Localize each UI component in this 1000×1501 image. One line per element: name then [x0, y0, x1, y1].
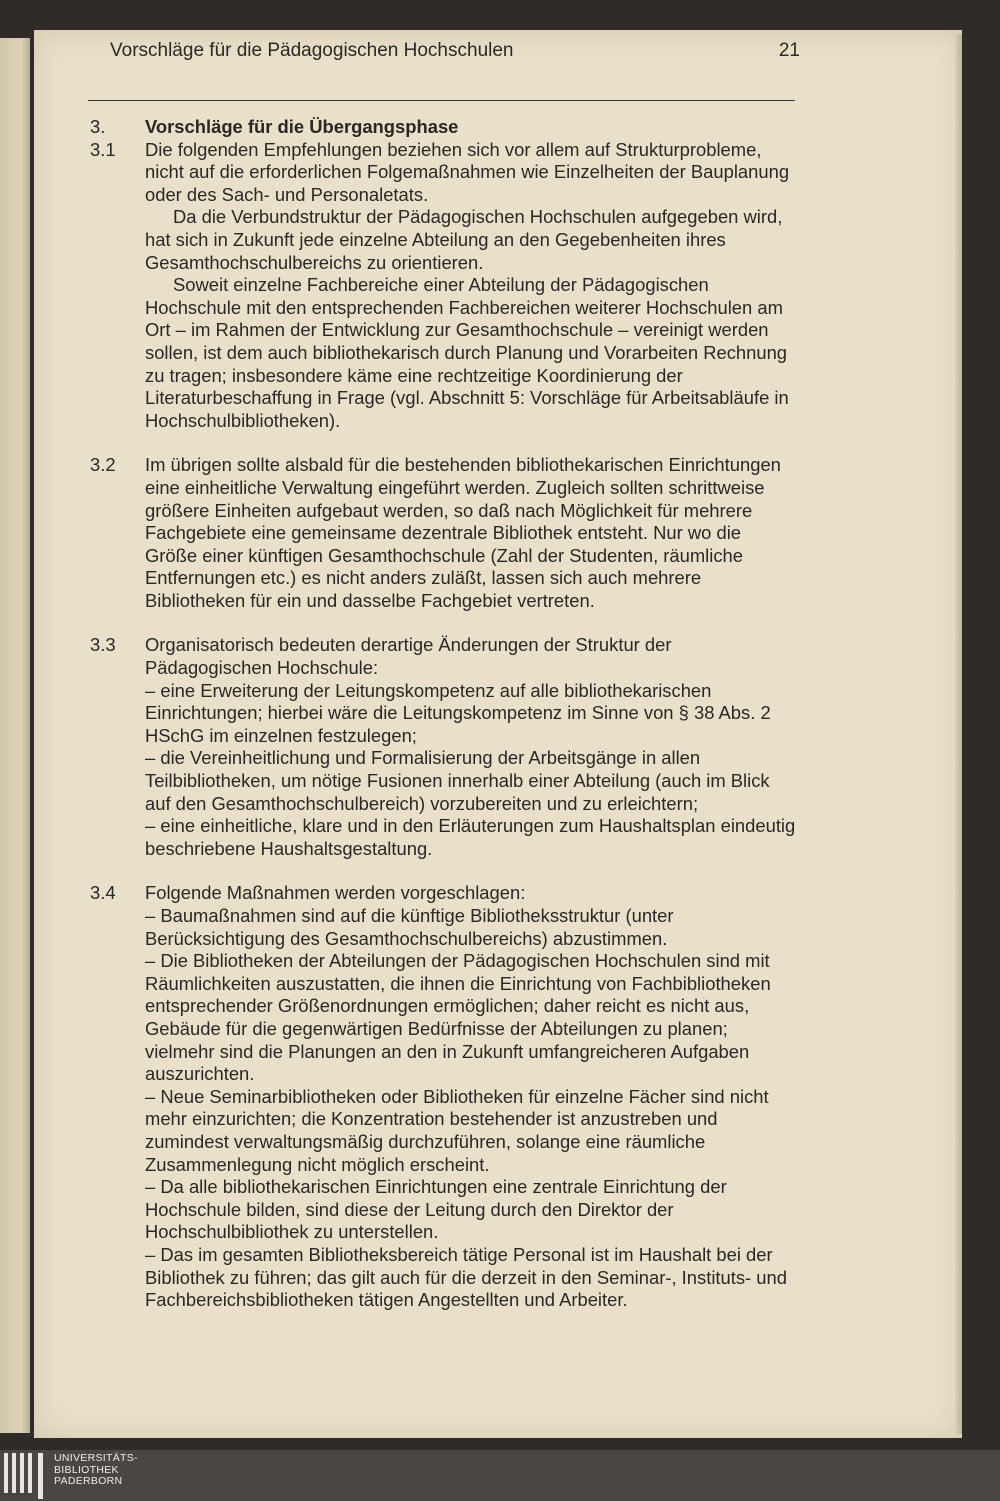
section-3-4	[88, 882, 798, 1311]
section-3-1	[88, 139, 798, 433]
page-number: 21	[778, 40, 800, 61]
page-edge	[955, 34, 962, 1434]
section-number: 3.3	[90, 634, 116, 656]
header-rule	[88, 100, 795, 101]
section-number: 3.4	[90, 882, 116, 904]
section-number: 3.1	[90, 138, 116, 160]
section-number: 3.	[90, 116, 106, 137]
list-item: – eine einheitliche, klare und in den Erläuterungen zum Haushaltsplan eindeutig beschriebene Haushaltsgestaltung.	[145, 815, 796, 859]
previous-page-edge	[0, 38, 30, 1433]
section-3-2	[88, 454, 798, 612]
list-item: – Baumaßnahmen sind auf die künftige Bibliotheksstruktur (unter Berücksichtigung des Gesamthochschulbereichs) abzustimmen.	[145, 905, 674, 949]
section-title: Vorschläge für die Übergangsphase	[145, 116, 459, 137]
logo-line: BIBLIOTHEK	[54, 1463, 119, 1476]
library-logo-text	[54, 1453, 138, 1488]
list-item: – eine Erweiterung der Leitungskompetenz auf alle bibliothekarischen Einrichtungen; hierbei wäre die Leitungskompetenz im Sinne von § 38 Abs. 2 HSchG im einzelnen festzulegen;	[145, 679, 771, 746]
running-title: Vorschläge für die Pädagogischen Hochschulen	[110, 40, 514, 61]
section-number: 3.2	[90, 454, 116, 476]
library-logo-icon	[4, 1453, 44, 1497]
library-footer	[0, 1450, 1000, 1501]
list-item: – Da alle bibliothekarischen Einrichtungen eine zentrale Einrichtung der Hochschule bilden, sind diese der Leitung durch den Direktor der Hochschulbibliothek zu unterstellen.	[145, 1176, 727, 1243]
section-3	[88, 116, 798, 139]
list-item: – Das im gesamten Bibliotheksbereich tätige Personal ist im Haushalt bei der Bibliothek zu führen; das gilt auch für die derzeit in den Seminar-, Instituts- und Fachbereichsbibliotheken tätigen Angestellten und Arbeiter.	[145, 1243, 787, 1311]
logo-line: UNIVERSITÄTS-	[54, 1452, 138, 1464]
paragraph: Soweit einzelne Fachbereiche einer Abteilung der Pädagogischen Hochschule mit den entsprechenden Fachbereichen weiterer Hochschulen am Ort – im Rahmen der Entwicklung zur Gesamthochschule – vereinigt werden sollen, ist dem auch bibliothekarisch durch Planung und Vorarbeiten Rechnung zu tragen; insbesondere käme eine rechtzeitige Koordinierung der Literaturbeschaffung in Frage (vgl. Abschnitt 5: Vorschläge für Arbeitsabläufe in Hochschulbibliotheken).	[145, 274, 789, 431]
list-item: – Die Bibliotheken der Abteilungen der Pädagogischen Hochschulen sind mit Räumlichkeiten auszustatten, die ihnen die Einrichtung von Fachbibliotheken entsprechender Größenordnungen ermöglichen; daher reicht es nicht aus, Gebäude für die gegenwärtigen Bedürfnisse der Abteilungen zu planen; vielmehr sind die Planungen an den in Zukunft umfangreicheren Aufgaben auszurichten.	[145, 950, 771, 1085]
paragraph: Organisatorisch bedeuten derartige Änderungen der Struktur der Pädagogischen Hochschule:	[145, 634, 672, 679]
running-header	[110, 40, 800, 70]
paragraph: Da die Verbundstruktur der Pädagogischen Hochschulen aufgegeben wird, hat sich in Zukunft jede einzelne Abteilung an den Gegebenheiten ihres Gesamthochschulbereichs zu orientieren.	[145, 206, 783, 273]
logo-line: PADERBORN	[54, 1475, 123, 1487]
body-text	[88, 116, 798, 1312]
paragraph: Im übrigen sollte alsbald für die bestehenden bibliothekarischen Einrichtungen eine einheitliche Verwaltung eingeführt werden. Zugleich sollten schrittweise größere Einheiten aufgebaut werden, so daß nach Möglichkeit für mehrere Fachgebiete eine gemeinsame dezentrale Bibliothek entsteht. Nur wo die Größe einer künftigen Gesamthochschule (Zahl der Studenten, räumliche Entfernungen etc.) es nicht anders zuläßt, lassen sich auch mehrere Bibliotheken für ein und dasselbe Fachgebiet vertreten.	[145, 454, 781, 611]
list-item: – die Vereinheitlichung und Formalisierung der Arbeitsgänge in allen Teilbibliotheken, um nötige Fusionen innerhalb einer Abteilung (auch im Blick auf den Gesamthochschulbereich) vorzubereiten und zu erleichtern;	[145, 747, 770, 814]
list-item: – Neue Seminarbibliotheken oder Bibliotheken für einzelne Fächer sind nicht mehr einzurichten; die Konzentration bestehender ist anzustreben und zumindest verwaltungsmäßig durchzuführen, solange eine räumliche Zusammenlegung nicht möglich erscheint.	[145, 1085, 769, 1175]
paragraph: Die folgenden Empfehlungen beziehen sich vor allem auf Strukturprobleme, nicht auf die erforderlichen Folgemaßnahmen wie Einzelheiten der Bauplanung oder des Sach- und Personaletats.	[145, 138, 790, 205]
paragraph: Folgende Maßnahmen werden vorgeschlagen:	[145, 882, 526, 904]
section-3-3	[88, 634, 798, 860]
